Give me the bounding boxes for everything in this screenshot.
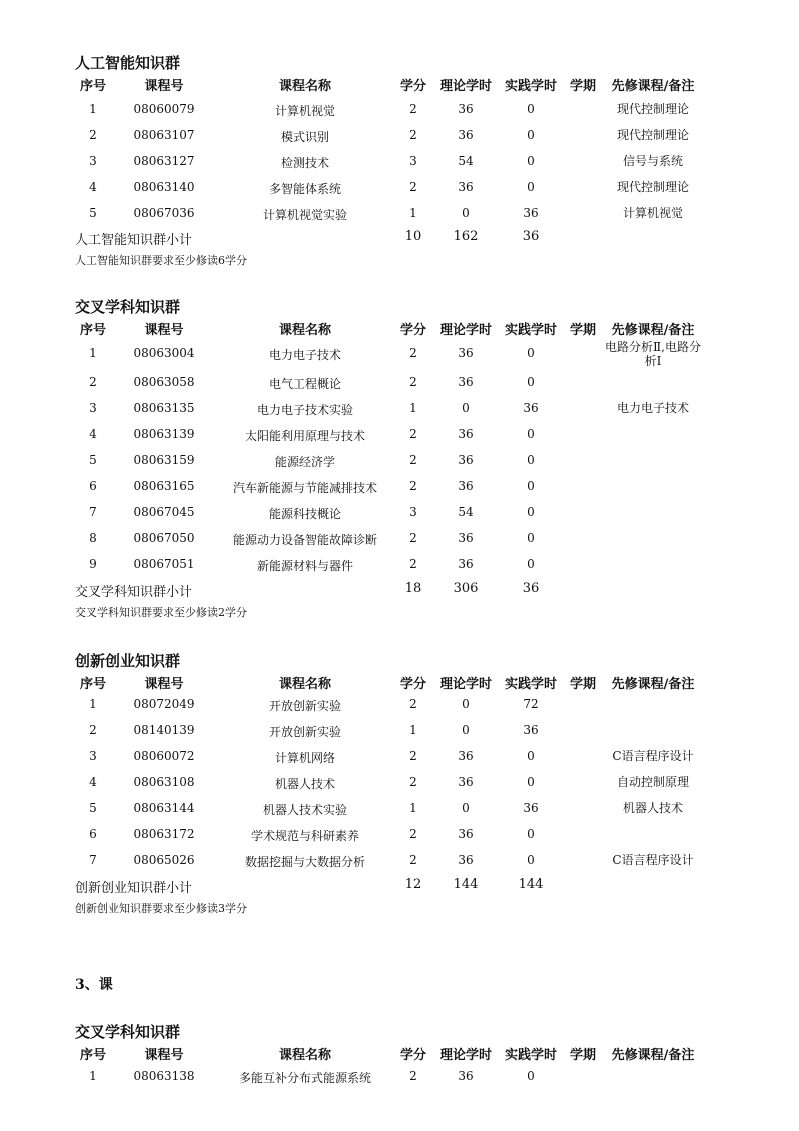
cell-practice: 0 xyxy=(527,102,535,116)
cell-name: 多能互补分布式能源系统 xyxy=(238,1071,371,1085)
cell-practice: 0 xyxy=(527,180,535,194)
header-theory: 理论学时 xyxy=(439,79,492,94)
cell-name: 开放创新实验 xyxy=(268,699,341,713)
cell-code: 08063127 xyxy=(133,154,195,168)
table-row xyxy=(0,154,799,174)
cell-no: 1 xyxy=(89,346,97,360)
section-title: 交叉学科知识群 xyxy=(75,1023,181,1041)
cell-name: 汽车新能源与节能减排技术 xyxy=(232,481,377,495)
cell-theory: 36 xyxy=(458,102,474,116)
cell-no: 3 xyxy=(89,154,97,168)
cell-credit: 2 xyxy=(409,375,417,389)
cell-name: 模式识别 xyxy=(280,130,329,144)
cell-theory: 36 xyxy=(458,749,474,763)
table-row xyxy=(0,427,799,447)
cell-theory: 36 xyxy=(458,375,474,389)
cell-code: 08067045 xyxy=(133,505,195,519)
cell-practice: 0 xyxy=(527,531,535,545)
cell-theory: 36 xyxy=(458,479,474,493)
cell-name: 检测技术 xyxy=(280,156,329,170)
cell-code: 08063139 xyxy=(133,427,195,441)
subtotal-credit: 10 xyxy=(404,229,422,244)
header-credit: 学分 xyxy=(399,1048,426,1063)
header-practice: 实践学时 xyxy=(504,323,557,338)
cell-theory: 36 xyxy=(458,775,474,789)
cell-theory: 0 xyxy=(462,723,470,737)
header-code: 课程号 xyxy=(144,677,184,692)
table-row xyxy=(0,853,799,873)
cell-theory: 36 xyxy=(458,531,474,545)
header-name: 课程名称 xyxy=(278,323,331,338)
cell-note: 现代控制理论 xyxy=(616,102,689,116)
header-semester: 学期 xyxy=(569,1048,596,1063)
cell-code: 08063159 xyxy=(133,453,195,467)
cell-name: 电力电子技术 xyxy=(268,348,341,362)
table-row xyxy=(0,749,799,769)
table-row xyxy=(0,557,799,577)
table-header xyxy=(0,319,799,339)
table-row xyxy=(0,775,799,795)
cell-code: 08063172 xyxy=(133,827,195,841)
cell-name: 数据挖掘与大数据分析 xyxy=(244,855,365,869)
cell-credit: 3 xyxy=(409,154,417,168)
table-row xyxy=(0,102,799,122)
cell-code: 08063140 xyxy=(133,180,195,194)
cell-theory: 36 xyxy=(458,1069,474,1083)
cell-name: 新能源材料与器件 xyxy=(256,559,353,573)
cell-code: 08063135 xyxy=(133,401,195,415)
cell-code: 08065026 xyxy=(133,853,195,867)
cell-no: 4 xyxy=(89,180,97,194)
cell-credit: 2 xyxy=(409,531,417,545)
cell-theory: 36 xyxy=(458,180,474,194)
subtotal-row xyxy=(0,877,799,897)
requirement-note: 创新创业知识群要求至少修读3学分 xyxy=(75,902,247,915)
cell-no: 7 xyxy=(89,505,97,519)
cell-code: 08063144 xyxy=(133,801,195,815)
cell-no: 1 xyxy=(89,697,97,711)
cell-no: 5 xyxy=(89,801,97,815)
cell-no: 6 xyxy=(89,479,97,493)
header-no: 序号 xyxy=(79,323,106,338)
header-theory: 理论学时 xyxy=(439,323,492,338)
cell-code: 08060079 xyxy=(133,102,195,116)
table-row xyxy=(0,128,799,148)
cell-practice: 0 xyxy=(527,453,535,467)
cell-theory: 36 xyxy=(458,853,474,867)
subtotal-row xyxy=(0,229,799,249)
cell-credit: 2 xyxy=(409,749,417,763)
cell-credit: 1 xyxy=(409,401,417,415)
cell-code: 08063107 xyxy=(133,128,195,142)
cell-practice: 36 xyxy=(523,401,539,415)
cell-no: 3 xyxy=(89,749,97,763)
header-note: 先修课程/备注 xyxy=(611,323,695,338)
subtotal-theory: 162 xyxy=(453,229,479,244)
cell-theory: 0 xyxy=(462,401,470,415)
subtotal-theory: 144 xyxy=(453,877,479,892)
cell-name: 开放创新实验 xyxy=(268,725,341,739)
cell-credit: 1 xyxy=(409,206,417,220)
cell-credit: 2 xyxy=(409,128,417,142)
cell-note: C语言程序设计 xyxy=(612,853,694,867)
cell-name: 计算机视觉 xyxy=(274,104,335,118)
cell-name: 多智能体系统 xyxy=(268,182,341,196)
cell-name: 电力电子技术实验 xyxy=(256,403,353,417)
subtotal-practice: 36 xyxy=(522,581,540,596)
cell-code: 08063058 xyxy=(133,375,195,389)
cell-code: 08067050 xyxy=(133,531,195,545)
cell-code: 08063138 xyxy=(133,1069,195,1083)
table-row xyxy=(0,531,799,551)
table-header xyxy=(0,673,799,693)
cell-credit: 3 xyxy=(409,505,417,519)
cell-note: 自动控制原理 xyxy=(616,775,689,789)
table-row xyxy=(0,180,799,200)
cell-practice: 0 xyxy=(527,749,535,763)
cell-name: 能源科技概论 xyxy=(268,507,341,521)
cell-practice: 36 xyxy=(523,206,539,220)
cell-no: 3 xyxy=(89,401,97,415)
cell-credit: 2 xyxy=(409,102,417,116)
header-practice: 实践学时 xyxy=(504,677,557,692)
subtotal-theory: 306 xyxy=(453,581,479,596)
cell-note: 现代控制理论 xyxy=(616,180,689,194)
cell-theory: 0 xyxy=(462,801,470,815)
subtotal-credit: 12 xyxy=(404,877,422,892)
header-credit: 学分 xyxy=(399,323,426,338)
cell-no: 1 xyxy=(89,102,97,116)
header-no: 序号 xyxy=(79,79,106,94)
cell-name: 机器人技术实验 xyxy=(262,803,347,817)
cell-practice: 0 xyxy=(527,375,535,389)
cell-credit: 1 xyxy=(409,801,417,815)
cell-practice: 0 xyxy=(527,853,535,867)
cell-name: 学术规范与科研素养 xyxy=(250,829,359,843)
cell-practice: 0 xyxy=(527,505,535,519)
cell-practice: 0 xyxy=(527,128,535,142)
header-code: 课程号 xyxy=(144,1048,184,1063)
cell-credit: 2 xyxy=(409,827,417,841)
header-note: 先修课程/备注 xyxy=(611,677,695,692)
cell-practice: 0 xyxy=(527,427,535,441)
header-semester: 学期 xyxy=(569,79,596,94)
subtotal-practice: 36 xyxy=(522,229,540,244)
cell-note: 电力电子技术 xyxy=(616,401,689,415)
cell-practice: 0 xyxy=(527,479,535,493)
header-theory: 理论学时 xyxy=(439,677,492,692)
table-row xyxy=(0,453,799,473)
table-row xyxy=(0,375,799,395)
table-row xyxy=(0,697,799,717)
cell-name: 电气工程概论 xyxy=(268,377,341,391)
cell-theory: 36 xyxy=(458,427,474,441)
section-title: 交叉学科知识群 xyxy=(75,298,181,316)
cell-theory: 54 xyxy=(458,505,474,519)
cell-no: 4 xyxy=(89,427,97,441)
header-note: 先修课程/备注 xyxy=(611,79,695,94)
cell-practice: 36 xyxy=(523,801,539,815)
header-semester: 学期 xyxy=(569,323,596,338)
cell-code: 08072049 xyxy=(133,697,195,711)
header-practice: 实践学时 xyxy=(504,1048,557,1063)
cell-name: 能源经济学 xyxy=(274,455,335,469)
cell-theory: 0 xyxy=(462,697,470,711)
subtotal-row xyxy=(0,581,799,601)
cell-no: 9 xyxy=(89,557,97,571)
table-row xyxy=(0,401,799,421)
cell-code: 08067051 xyxy=(133,557,195,571)
cell-credit: 2 xyxy=(409,697,417,711)
subtotal-credit: 18 xyxy=(404,581,422,596)
table-row xyxy=(0,723,799,743)
cell-code: 08067036 xyxy=(133,206,195,220)
cell-name: 机器人技术 xyxy=(274,777,335,791)
cell-note: C语言程序设计 xyxy=(612,749,694,763)
cell-credit: 2 xyxy=(409,180,417,194)
header-code: 课程号 xyxy=(144,323,184,338)
cell-no: 7 xyxy=(89,853,97,867)
cell-no: 6 xyxy=(89,827,97,841)
cell-note: 信号与系统 xyxy=(622,154,683,168)
header-name: 课程名称 xyxy=(278,1048,331,1063)
header-name: 课程名称 xyxy=(278,79,331,94)
cell-code: 08140139 xyxy=(133,723,195,737)
subtotal-label: 创新创业知识群小计 xyxy=(75,881,193,896)
table-header xyxy=(0,1044,799,1064)
cell-credit: 2 xyxy=(409,1069,417,1083)
cell-theory: 36 xyxy=(458,346,474,360)
header-credit: 学分 xyxy=(399,677,426,692)
cell-theory: 54 xyxy=(458,154,474,168)
cell-no: 5 xyxy=(89,206,97,220)
table-row xyxy=(0,206,799,226)
table-header xyxy=(0,75,799,95)
cell-credit: 2 xyxy=(409,775,417,789)
table-row xyxy=(0,827,799,847)
header-credit: 学分 xyxy=(399,79,426,94)
section-title: 人工智能知识群 xyxy=(75,54,181,72)
cell-note: 计算机视觉 xyxy=(622,206,683,220)
requirement-note: 交叉学科知识群要求至少修读2学分 xyxy=(75,606,247,619)
cell-theory: 36 xyxy=(458,827,474,841)
cell-no: 4 xyxy=(89,775,97,789)
cell-no: 1 xyxy=(89,1069,97,1083)
table-row xyxy=(0,340,799,368)
section-heading: 3、课 xyxy=(75,977,113,993)
cell-note: 现代控制理论 xyxy=(616,128,689,142)
cell-name: 能源动力设备智能故障诊断 xyxy=(232,533,377,547)
cell-credit: 1 xyxy=(409,723,417,737)
cell-code: 08060072 xyxy=(133,749,195,763)
header-practice: 实践学时 xyxy=(504,79,557,94)
header-code: 课程号 xyxy=(144,79,184,94)
cell-no: 5 xyxy=(89,453,97,467)
cell-theory: 36 xyxy=(458,453,474,467)
cell-credit: 2 xyxy=(409,557,417,571)
cell-name: 计算机视觉实验 xyxy=(262,208,347,222)
cell-code: 08063004 xyxy=(133,346,195,360)
subtotal-label: 交叉学科知识群小计 xyxy=(75,585,193,600)
cell-note: 电路分析Ⅱ,电路分析Ⅰ xyxy=(605,340,701,368)
cell-practice: 0 xyxy=(527,557,535,571)
cell-practice: 72 xyxy=(523,697,539,711)
table-row xyxy=(0,479,799,499)
cell-practice: 0 xyxy=(527,1069,535,1083)
section-title: 创新创业知识群 xyxy=(75,652,181,670)
cell-no: 2 xyxy=(89,375,97,389)
cell-practice: 0 xyxy=(527,154,535,168)
header-semester: 学期 xyxy=(569,677,596,692)
table-row xyxy=(0,1069,799,1089)
header-name: 课程名称 xyxy=(278,677,331,692)
cell-theory: 36 xyxy=(458,557,474,571)
cell-code: 08063108 xyxy=(133,775,195,789)
requirement-note: 人工智能知识群要求至少修读6学分 xyxy=(75,254,247,267)
cell-theory: 0 xyxy=(462,206,470,220)
cell-note: 机器人技术 xyxy=(622,801,683,815)
cell-credit: 2 xyxy=(409,346,417,360)
header-no: 序号 xyxy=(79,677,106,692)
cell-no: 2 xyxy=(89,128,97,142)
subtotal-practice: 144 xyxy=(518,877,544,892)
cell-practice: 0 xyxy=(527,346,535,360)
cell-name: 计算机网络 xyxy=(274,751,335,765)
table-row xyxy=(0,801,799,821)
cell-practice: 0 xyxy=(527,827,535,841)
subtotal-label: 人工智能知识群小计 xyxy=(75,233,193,248)
cell-credit: 2 xyxy=(409,479,417,493)
header-theory: 理论学时 xyxy=(439,1048,492,1063)
cell-theory: 36 xyxy=(458,128,474,142)
cell-name: 太阳能利用原理与技术 xyxy=(244,429,365,443)
cell-credit: 2 xyxy=(409,453,417,467)
cell-credit: 2 xyxy=(409,427,417,441)
cell-credit: 2 xyxy=(409,853,417,867)
cell-code: 08063165 xyxy=(133,479,195,493)
cell-practice: 36 xyxy=(523,723,539,737)
cell-no: 2 xyxy=(89,723,97,737)
header-no: 序号 xyxy=(79,1048,106,1063)
header-note: 先修课程/备注 xyxy=(611,1048,695,1063)
cell-practice: 0 xyxy=(527,775,535,789)
table-row xyxy=(0,505,799,525)
cell-no: 8 xyxy=(89,531,97,545)
